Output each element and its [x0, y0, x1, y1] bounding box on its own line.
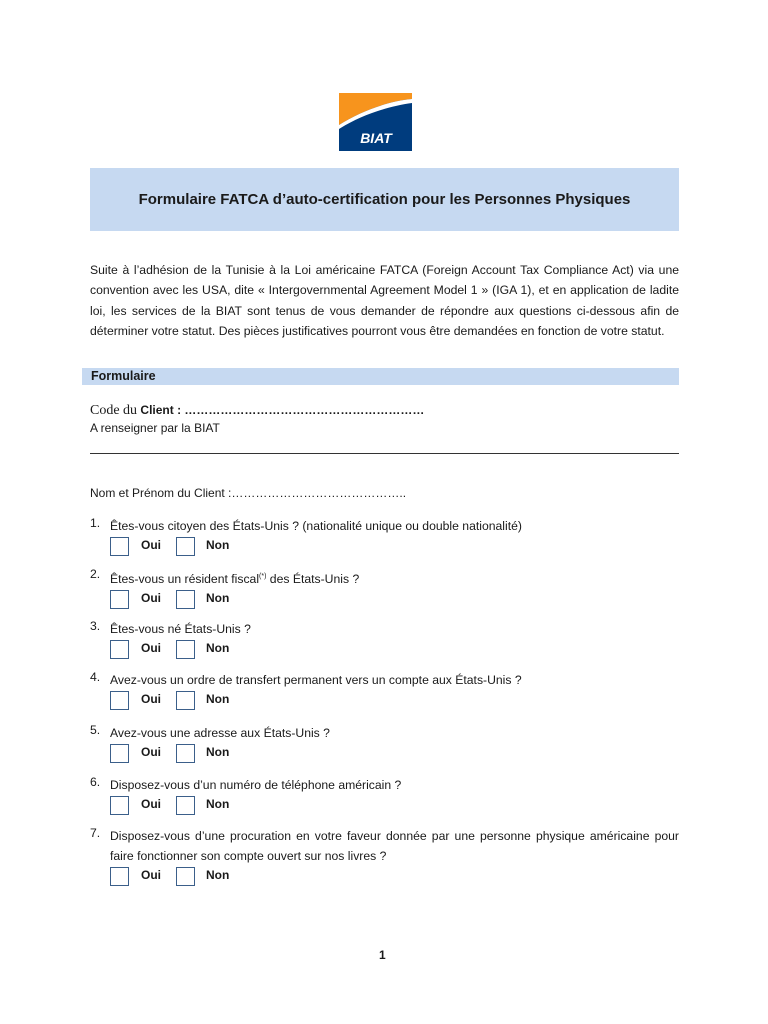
question-3: [90, 619, 679, 662]
page-number: 1: [379, 948, 386, 962]
question-text: Êtes-vous né États-Unis ?: [110, 622, 251, 636]
checkbox-oui[interactable]: [110, 537, 129, 556]
question-text: Avez-vous un ordre de transfert permanent vers un compte aux États-Unis ?: [110, 673, 522, 687]
question-text: [110, 567, 679, 589]
checkbox-non[interactable]: [176, 537, 195, 556]
question-6: [90, 775, 679, 818]
label-oui: Oui: [141, 797, 161, 811]
question-number: 1.: [90, 516, 101, 530]
question-7: [90, 826, 679, 889]
label-non: Non: [206, 591, 230, 606]
footnote-marker: (*): [259, 573, 267, 580]
answer-options: [90, 744, 679, 766]
answer-options: [90, 867, 679, 889]
question-number: 3.: [90, 619, 101, 633]
checkbox-oui[interactable]: [110, 796, 129, 815]
page-title: Formulaire FATCA d’auto-certification pour les Personnes Physiques: [138, 191, 631, 208]
checkbox-non[interactable]: [176, 640, 195, 659]
checkbox-non[interactable]: [176, 590, 195, 609]
question-number: 2.: [90, 567, 101, 581]
question-1: [90, 516, 679, 559]
question-text: Avez-vous une adresse aux États-Unis ?: [110, 726, 330, 740]
checkbox-oui[interactable]: [110, 640, 129, 659]
question-number: 5.: [90, 723, 101, 737]
question-number: 7.: [90, 826, 101, 840]
question-text-end: des États-Unis ?: [266, 572, 360, 587]
label-oui: Oui: [141, 591, 161, 606]
checkbox-non[interactable]: [176, 796, 195, 815]
section-title: Formulaire: [91, 369, 156, 383]
question-4: [90, 670, 679, 713]
client-code-prefix: Code du: [90, 403, 138, 418]
label-oui: Oui: [141, 641, 161, 655]
checkbox-oui[interactable]: [110, 867, 129, 886]
checkbox-non[interactable]: [176, 691, 195, 710]
answer-options: [90, 640, 679, 662]
question-2: [90, 567, 679, 612]
title-band: [90, 168, 679, 231]
question-text: Disposez-vous d’une procuration en votre faveur donnée par une personne physique américaine pour faire fonctionner son compte ouvert sur nos livres ?: [110, 829, 679, 863]
label-non: Non: [206, 692, 230, 706]
logo-text: BIAT: [360, 130, 392, 146]
label-non: Non: [206, 868, 230, 882]
answer-options: [90, 796, 679, 818]
biat-logo: [339, 93, 412, 151]
checkbox-non[interactable]: [176, 867, 195, 886]
answer-options: [90, 537, 679, 559]
section-header: [82, 368, 679, 385]
question-number: 6.: [90, 775, 101, 789]
answer-options: [90, 590, 679, 612]
label-oui: Oui: [141, 538, 161, 552]
client-code-note: A renseigner par la BIAT: [90, 421, 220, 435]
question-5: [90, 723, 679, 766]
label-non: Non: [206, 538, 230, 552]
label-non: Non: [206, 797, 230, 811]
client-name-field[interactable]: Nom et Prénom du Client :……………………………………..: [90, 486, 407, 500]
divider: [90, 453, 679, 454]
label-oui: Oui: [141, 692, 161, 706]
intro-paragraph: Suite à l’adhésion de la Tunisie à la Loi américaine FATCA (Foreign Account Tax Compliance Act) via une convention avec les USA, dite « Intergovernmental Agreement Model 1 » (IGA 1), et en application de ladite loi, les services de la BIAT sont tenus de vous demander de répondre aux questions ci-dessous afin de déterminer votre statut. Des pièces justificatives pourront vous être demandées en fonction de votre statut.: [90, 263, 679, 338]
label-non: Non: [206, 641, 230, 655]
client-code-label: Client : ……………………………………………………: [140, 403, 425, 417]
label-oui: Oui: [141, 745, 161, 759]
checkbox-non[interactable]: [176, 744, 195, 763]
question-text-start: Êtes-vous un résident fiscal: [110, 572, 260, 587]
checkbox-oui[interactable]: [110, 590, 129, 609]
client-code-line: [90, 403, 424, 419]
question-text: Disposez-vous d’un numéro de téléphone américain ?: [110, 778, 402, 792]
label-oui: Oui: [141, 868, 161, 882]
checkbox-oui[interactable]: [110, 691, 129, 710]
question-number: 4.: [90, 670, 101, 684]
checkbox-oui[interactable]: [110, 744, 129, 763]
question-text: Êtes-vous citoyen des États-Unis ? (nationalité unique ou double nationalité): [110, 519, 522, 533]
answer-options: [90, 691, 679, 713]
label-non: Non: [206, 745, 230, 759]
